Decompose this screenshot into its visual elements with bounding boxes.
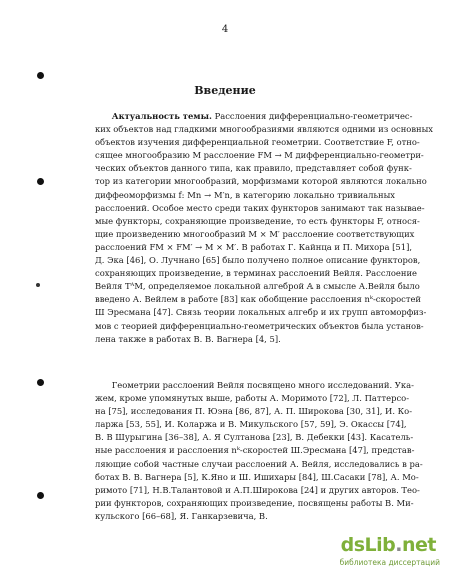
text-line: лена также в работах В. В. Вагнера [4, 5]. — [95, 333, 281, 344]
text-line: рии функторов, сохраняющих произведение, посвящены работы В. Ми- — [95, 497, 414, 508]
text-line: ческих объектов данного типа, как правило, представляет собой функ- — [95, 163, 412, 174]
first-line-rest: Расслоения дифференциально-геометричес- — [211, 111, 413, 121]
text-line: ные расслоения и расслоения nᵏ-скоростей Ш.Эресмана [47], представ- — [95, 445, 415, 456]
paragraph-weil-bundles — [95, 379, 423, 523]
text-line: объектов изучения дифференциальной геометрии. Соответствие F, отно- — [95, 137, 420, 148]
text-line: щие произведению многообразий M × M′ расслоение соответствующих — [95, 228, 415, 239]
text-line: сохраняющих произведение, в терминах расслоений Вейля. Расслоение — [95, 268, 417, 279]
text-line: Вейля TᴬM, определяемое локальной алгеброй 𝔸 в смысле А.Вейля было — [95, 281, 420, 292]
text-line: сящее многообразию M расслоение FM → M дифференциально-геометри- — [95, 150, 424, 161]
text-line: жем, кроме упомянутых выше, работы А. Моримото [72], Л. Паттерсо- — [95, 393, 410, 404]
text-line: ких объектов над гладкими многообразиями являются одними из основных — [95, 124, 434, 135]
text-line: римото [71], Н.В.Талантовой и А.П.Широкова [24] и других авторов. Тео- — [95, 484, 420, 495]
text-line: ляющие собой частные случаи расслоений А. Вейля, исследовались в ра- — [95, 458, 423, 469]
punch-hole-mark — [37, 492, 44, 499]
text-line — [95, 110, 413, 123]
text-line: Ш Эресмана [47]. Связь теории локальных алгебр и их групп автоморфиз- — [95, 307, 427, 318]
page-number: 4 — [221, 24, 229, 35]
text-line: диффеоморфизмы f: Mn → M′n, в категорию локально тривиальных — [95, 189, 395, 200]
text-line: Д. Эка [46], О. Лучнано [65] было получено полное описание функторов, — [95, 255, 421, 266]
text-line: введено А. Вейлем в работе [83] как обобщение расслоения nᵏ-скоростей — [95, 294, 422, 305]
watermark-subtitle: библиотека диссертаций — [339, 558, 440, 567]
text-line: тор из категории многообразий, морфизмами которой являются локально — [95, 176, 427, 187]
text-line: расслоений FM × FM′ → M × M′. В работах Г. Кайнца и П. Михора [51], — [95, 241, 413, 252]
text-line: на [75], исследования П. Юэна [86, 87], А. П. Широкова [30, 31], И. Ко- — [95, 406, 413, 417]
text-line: мов с теорией дифференциально-геометрических объектов была установ- — [95, 320, 424, 331]
text-line: кульского [66–68], Я. Ганкарзевича, В. — [95, 510, 268, 521]
text-line: расслоений. Особое место среди таких функторов занимают так называе- — [95, 202, 425, 213]
punch-hole-mark — [37, 72, 44, 79]
text-line: В. В Шурыгина [36–38], А. Я Султанова [23], В. Дебекки [43]. Касатель- — [95, 432, 414, 443]
section-heading: Введение — [194, 84, 256, 97]
text-line: ботах В. В. Вагнера [5], К.Яно и Ш. Ишихары [84], Ш.Сасаки [78], А. Мо- — [95, 471, 419, 482]
first-line-text: Геометрии расслоений Вейля посвящено много исследований. Ука- — [111, 380, 414, 390]
text-line: мые функторы, сохраняющие произведение, то есть функторы F, относя- — [95, 215, 420, 226]
punch-hole-mark — [37, 379, 44, 386]
paragraph-relevance — [95, 110, 434, 346]
punch-hole-mark — [37, 178, 44, 185]
watermark-logo: dsLib.net — [340, 534, 436, 556]
lead-bold-phrase: Актуальность темы. — [111, 111, 212, 121]
text-line — [95, 379, 414, 392]
text-line: ларжа [53, 55], И. Коларжа и В. Микульского [57, 59], Э. Окассы [74], — [95, 419, 407, 430]
punch-hole-mark — [36, 283, 40, 287]
site-watermark — [294, 534, 444, 574]
